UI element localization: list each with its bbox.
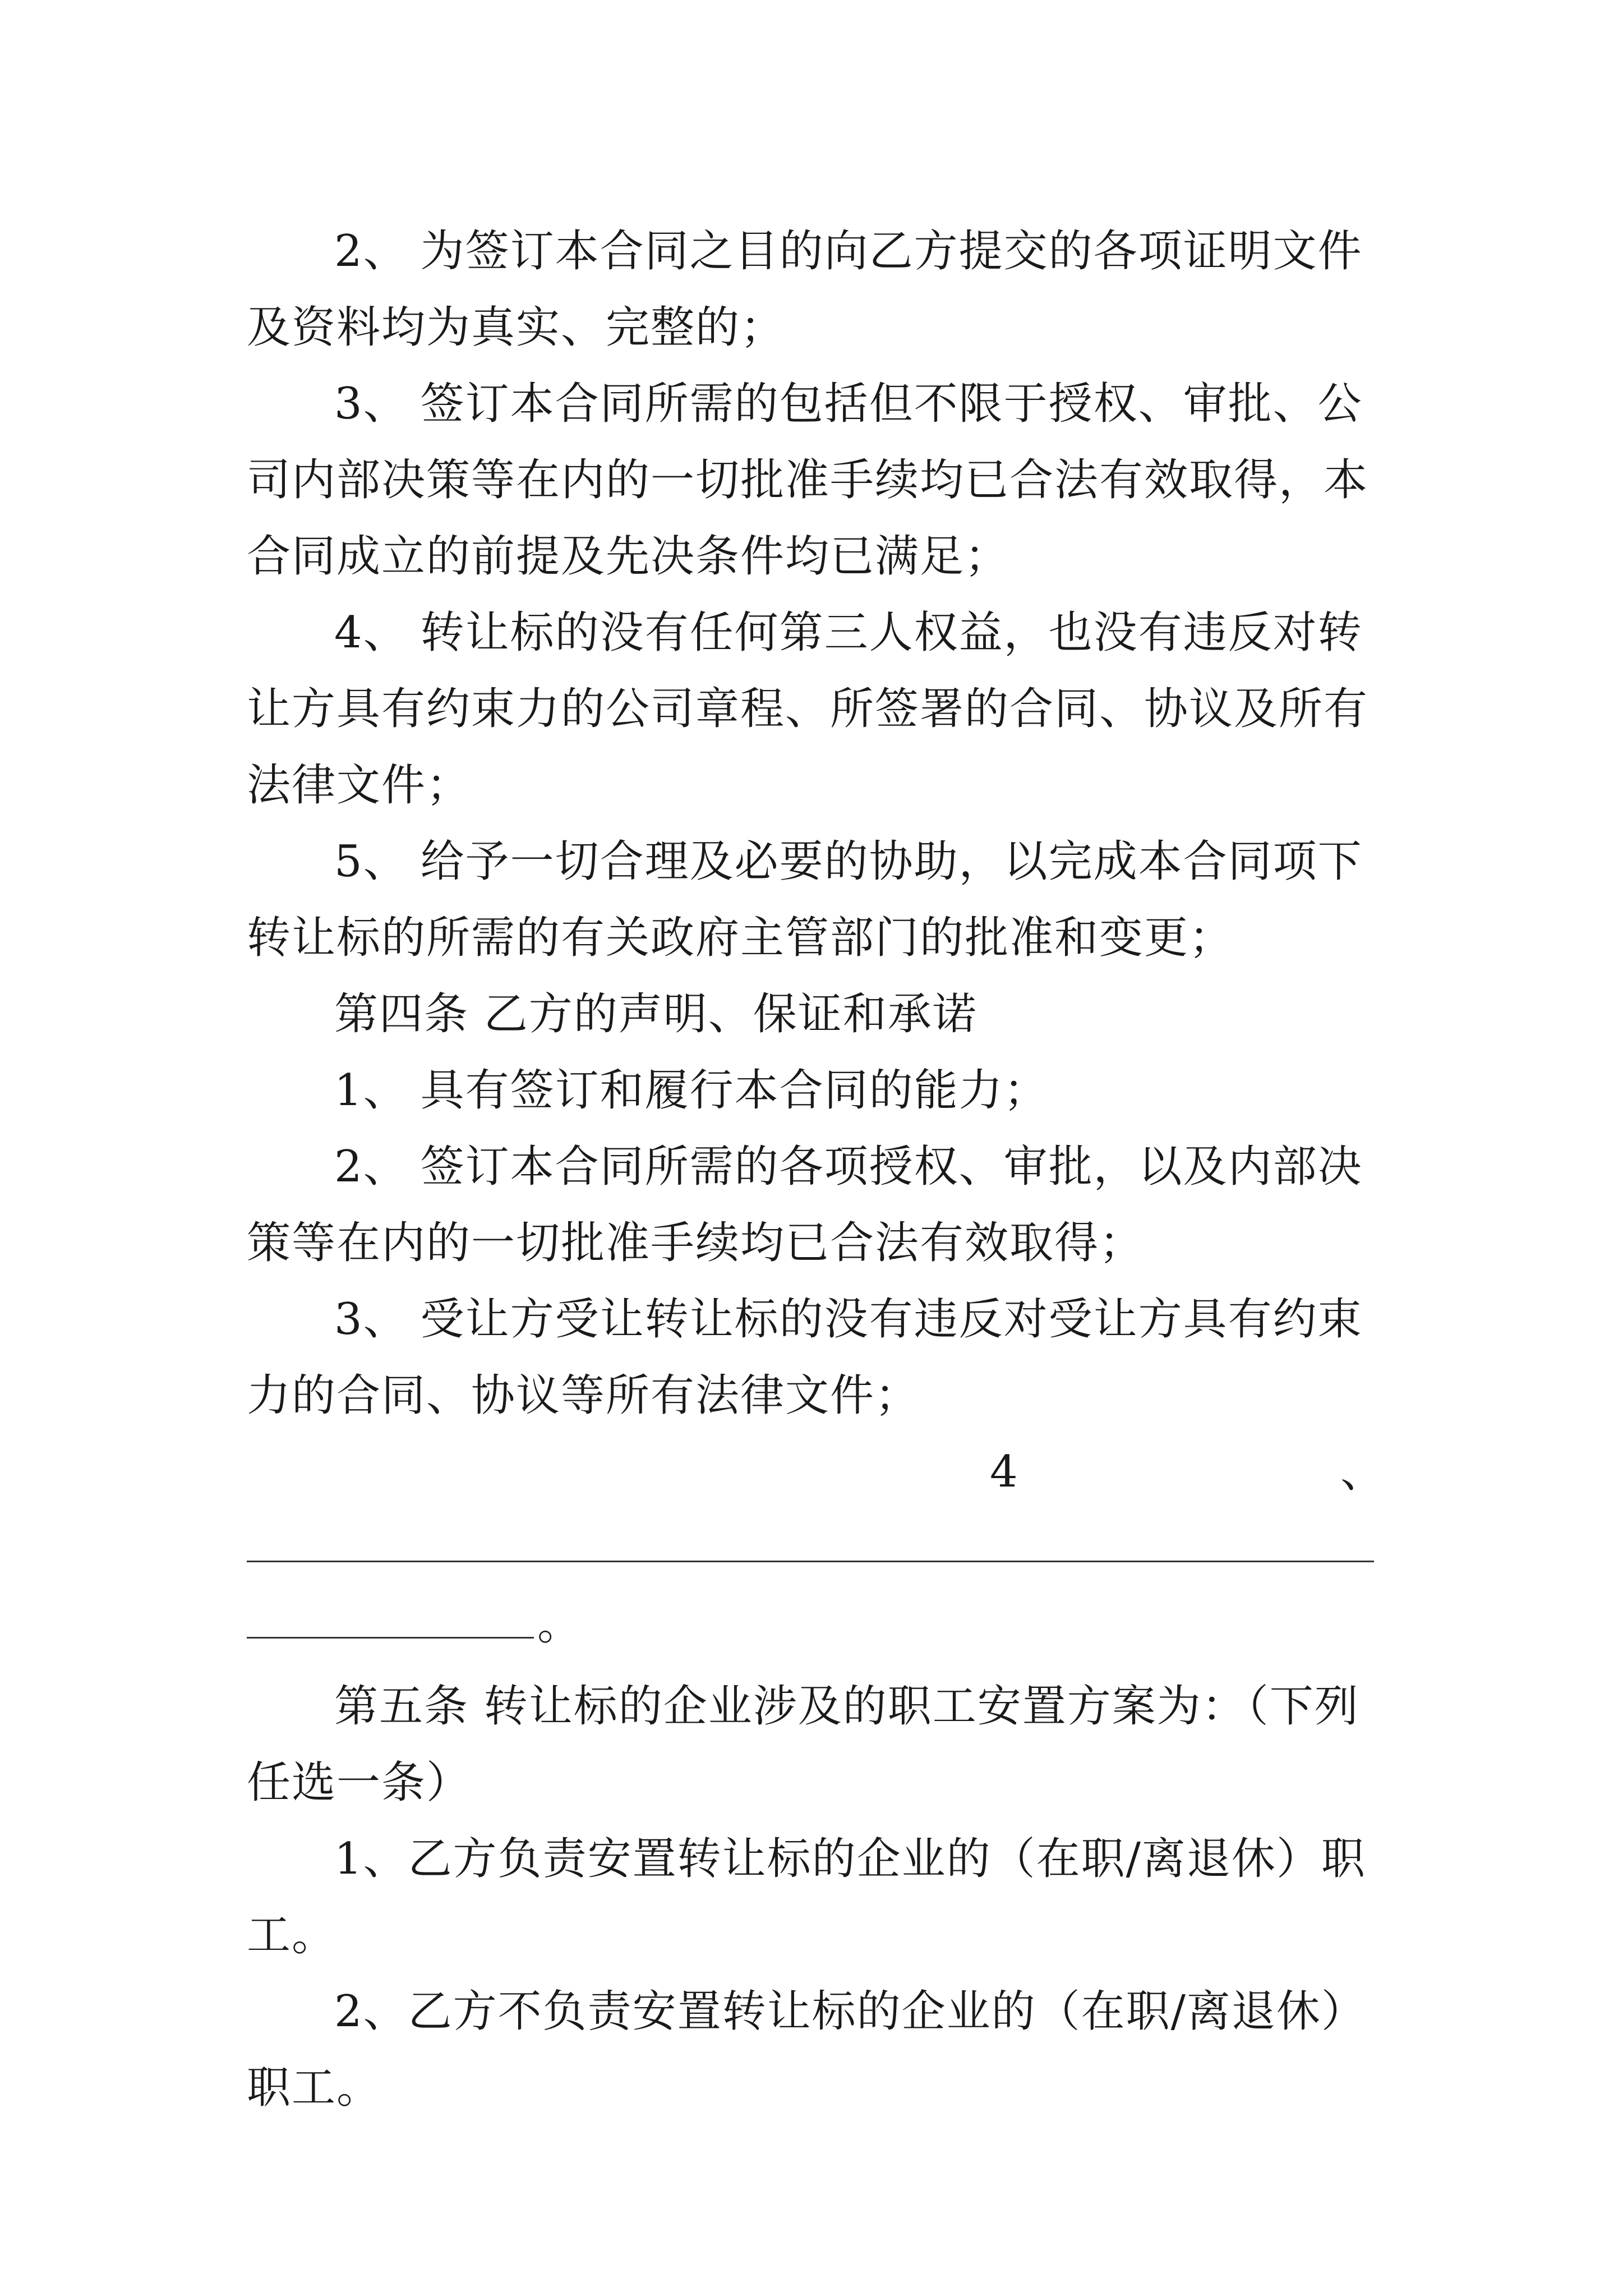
article-5-title: 第五条 转让标的企业涉及的职工安置方案为：（下列任选一条） (247, 1681, 1359, 1808)
article-4-title: 第四条 乙方的声明、保证和承诺 (334, 989, 978, 1039)
article-4-item-2 (247, 1129, 1380, 1281)
clause-text: 转让标的没有任何第三人权益，也没有违反对转让方具有约束力的公司章程、所签署的合同、协议及所有法律文件； (247, 608, 1369, 811)
clause-3 (247, 366, 1380, 595)
blank-item-end: 。 (537, 1599, 583, 1650)
blank-underline-long (247, 1510, 1380, 1586)
item-text: 签订本合同所需的各项授权、审批，以及内部决策等在内的一切批准手续均已合法有效取得； (247, 1142, 1363, 1268)
clause-number: 4、 (334, 608, 408, 658)
blank-item-4-row (247, 1434, 1386, 1510)
clause-4 (247, 595, 1380, 823)
clause-5 (247, 823, 1380, 976)
fill-in-line (247, 1561, 1374, 1562)
item-text: 受让方受让转让标的没有违反对受让方具有约束力的合同、协议等所有法律文件； (247, 1294, 1363, 1421)
clause-number: 5、 (334, 836, 408, 887)
article-4-item-3 (247, 1281, 1380, 1434)
blank-item-number: 4 (990, 1447, 1019, 1497)
item-number: 1、 (334, 1065, 408, 1116)
clause-text: 给予一切合理及必要的协助，以完成本合同项下转让标的所需的有关政府主管部门的批准和变更； (247, 836, 1363, 963)
clause-number: 2、 (334, 226, 408, 277)
blank-underline-short (247, 1586, 1380, 1663)
item-text: 具有签订和履行本合同的能力； (420, 1065, 1049, 1116)
clause-text: 为签订本合同之目的向乙方提交的各项证明文件及资料均为真实、完整的； (247, 226, 1363, 353)
blank-item-separator: 、 (1340, 1447, 1386, 1497)
fill-in-line (247, 1637, 534, 1639)
article-5-option-1: 1、乙方负责安置转让标的企业的（在职/离退休）职工。 (247, 1834, 1366, 1961)
clause-text: 签订本合同所需的包括但不限于授权、审批、公司内部决策等在内的一切批准手续均已合法有效取得，本合同成立的前提及先决条件均已满足； (247, 379, 1369, 582)
article-4-item-1 (247, 1052, 1380, 1129)
document-body (247, 213, 1386, 2126)
clause-number: 3、 (334, 379, 408, 429)
clause-2 (247, 213, 1380, 366)
spacing (247, 1663, 1380, 1668)
article-5-option-2: 2、乙方不负责安置转让标的企业的（在职/离退休）职工。 (247, 1986, 1366, 2113)
item-number: 2、 (334, 1142, 408, 1192)
item-number: 3、 (334, 1294, 408, 1345)
